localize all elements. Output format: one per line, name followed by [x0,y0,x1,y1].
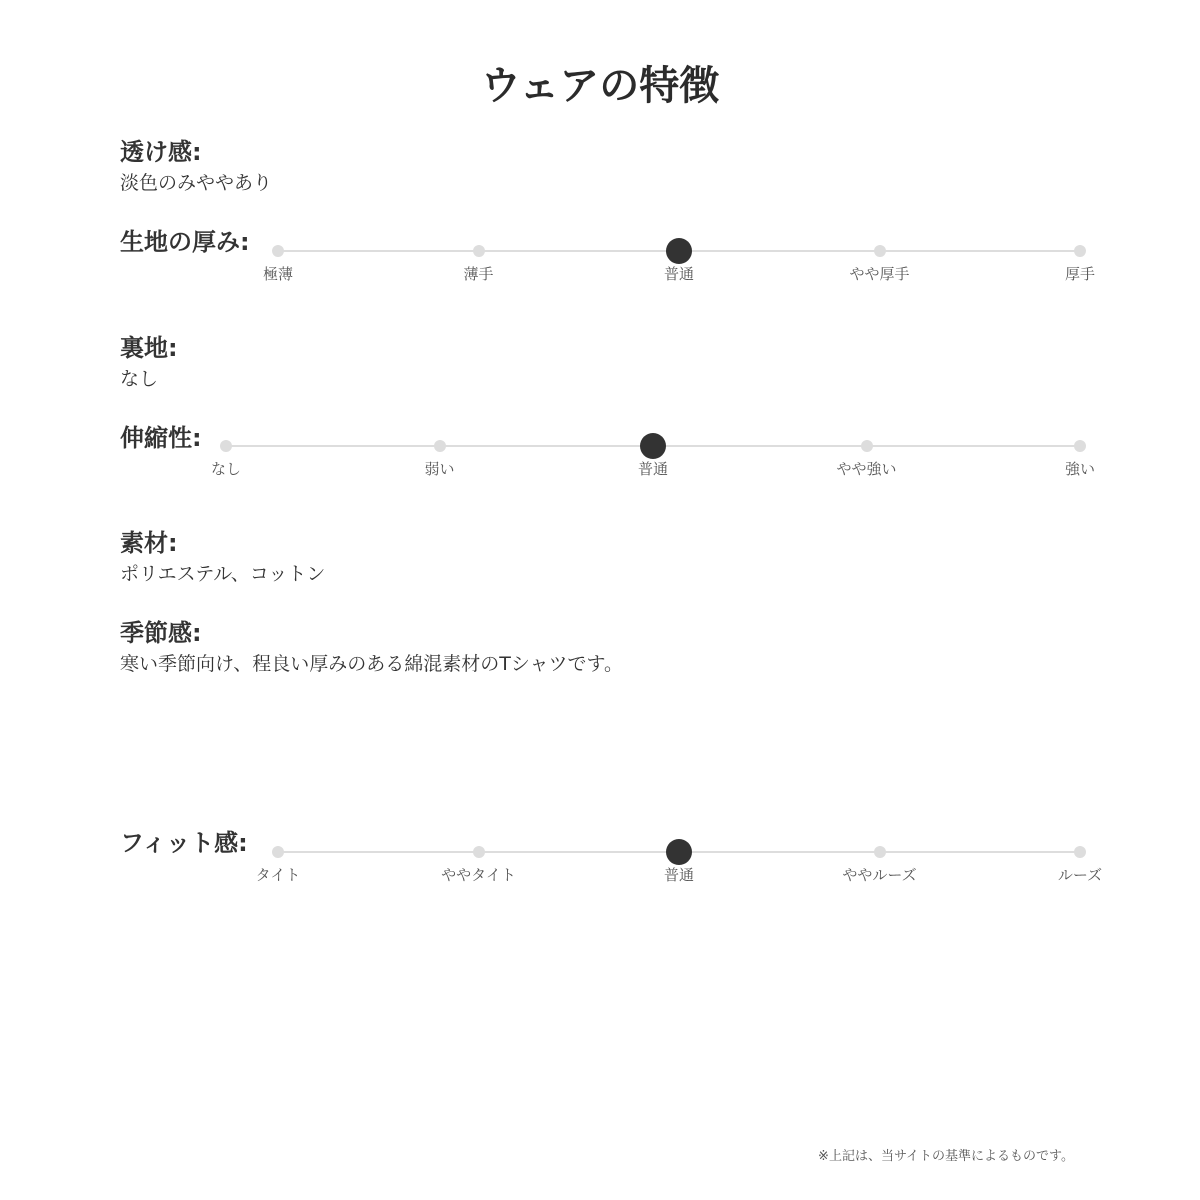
fit-scale [255,852,1103,892]
scale-dot [473,846,485,858]
scale-option-label: 普通 [663,265,694,283]
scale-dot [473,245,485,257]
scale-option-label: ややルーズ [842,866,917,884]
scale-option-label: 強い [1064,460,1095,478]
scale-option-label: やや強い [836,460,897,478]
stretch-scale [210,446,1095,486]
thickness-scale [262,251,1095,291]
page-title: ウェアの特徴 [480,63,720,109]
material-value: ポリエステル、コットン [120,563,326,585]
scale-dot [1074,245,1086,257]
material-label: 素材: [120,529,178,557]
footnote: ※上記は、当サイトの基準によるものです。 [818,1149,1074,1164]
scale-dot [861,440,873,452]
scale-option-label: なし [210,460,241,478]
thickness-selected-dot [666,238,692,264]
scale-dot [874,245,886,257]
scale-dot [272,846,284,858]
scale-option-label: 極薄 [262,265,293,283]
scale-option-label: 厚手 [1064,265,1095,283]
fit-label: フィット感: [120,829,248,857]
scale-option-label: 弱い [424,460,455,478]
stretch-label: 伸縮性: [120,424,202,452]
lining-value: なし [120,368,159,390]
scale-dot [434,440,446,452]
scale-dot [1074,846,1086,858]
fit-selected-dot [666,839,692,865]
scale-option-label: やや厚手 [849,265,910,283]
scale-dot [874,846,886,858]
scale-dot [220,440,232,452]
season-label: 季節感: [120,619,202,647]
scale-dot [272,245,284,257]
season-value: 寒い季節向け、程良い厚みのある綿混素材のTシャツです。 [120,653,623,675]
scale-option-label: ルーズ [1057,866,1103,884]
transparency-label: 透け感: [120,138,202,166]
stretch-selected-dot [640,433,666,459]
scale-dot [1074,440,1086,452]
thickness-label: 生地の厚み: [120,228,250,256]
scale-option-label: タイト [255,866,301,884]
transparency-value: 淡色のみややあり [120,172,273,194]
scale-option-label: 薄手 [463,265,494,283]
lining-label: 裏地: [120,334,178,362]
scale-option-label: 普通 [663,866,694,884]
scale-option-label: ややタイト [441,866,516,884]
scale-option-label: 普通 [637,460,668,478]
